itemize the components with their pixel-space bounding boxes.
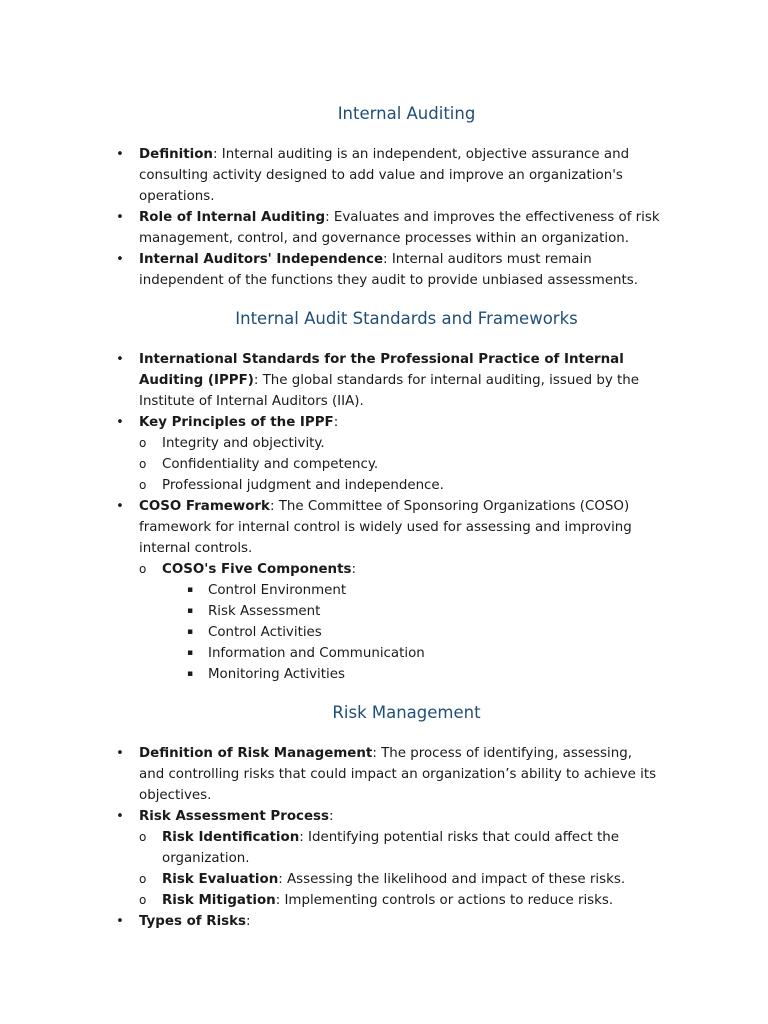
item-text: : Internal auditing is an independent, objective assurance and consulting activity designed to add value and improve an organization's operations. bbox=[139, 147, 630, 204]
component-item bbox=[115, 643, 660, 664]
item-label: Definition of Risk Management bbox=[139, 746, 373, 761]
sub-list-item bbox=[115, 869, 660, 890]
sub-list-item bbox=[115, 559, 660, 685]
component-text: Information and Communication bbox=[208, 646, 425, 661]
item-text: : bbox=[333, 415, 339, 430]
section-title-standards-frameworks: Internal Audit Standards and Frameworks bbox=[235, 309, 578, 328]
item-label: Risk Assessment Process bbox=[139, 809, 329, 824]
square-bullet-icon: ▪ bbox=[187, 669, 194, 679]
list-item bbox=[115, 144, 660, 207]
sub-list-item bbox=[115, 454, 660, 475]
item-label: Internal Auditors' Independence bbox=[139, 252, 384, 267]
risk-management-list bbox=[115, 743, 660, 932]
circle-bullet-icon: o bbox=[139, 562, 147, 576]
item-label: Key Principles of the IPPF bbox=[139, 415, 334, 430]
component-text: Monitoring Activities bbox=[208, 667, 345, 682]
sub-item-text: : Implementing controls or actions to reduce risks. bbox=[275, 893, 614, 908]
item-text: : bbox=[246, 914, 251, 929]
sub-list-item bbox=[115, 827, 660, 869]
list-item bbox=[115, 911, 660, 932]
sub-item-text: Integrity and objectivity. bbox=[162, 436, 325, 451]
component-item bbox=[115, 580, 660, 601]
square-bullet-icon: ▪ bbox=[187, 606, 194, 616]
square-bullet-icon: ▪ bbox=[187, 648, 194, 658]
standards-list bbox=[115, 349, 660, 685]
circle-bullet-icon: o bbox=[139, 830, 147, 844]
section-title-risk-management: Risk Management bbox=[332, 703, 481, 722]
item-text: : The Committee of Sponsoring Organizations (COSO) framework for internal control is widely used for assessing and improving internal controls. bbox=[139, 499, 632, 556]
sub-list-item bbox=[115, 433, 660, 454]
sub-item-text: : Assessing the likelihood and impact of these risks. bbox=[278, 872, 626, 887]
circle-bullet-icon: o bbox=[139, 478, 147, 492]
sub-item-label: Risk Mitigation bbox=[162, 893, 276, 908]
list-item bbox=[115, 412, 660, 496]
ippf-principles-list bbox=[115, 433, 660, 496]
list-item bbox=[115, 207, 660, 249]
section-title-internal-auditing: Internal Auditing bbox=[337, 104, 476, 123]
sub-item-label: Risk Identification bbox=[162, 830, 300, 845]
bullet-icon: • bbox=[116, 415, 124, 430]
bullet-icon: • bbox=[116, 147, 124, 162]
coso-components-list bbox=[115, 580, 660, 685]
item-label: COSO Framework bbox=[139, 499, 270, 514]
component-item bbox=[115, 664, 660, 685]
bullet-icon: • bbox=[116, 914, 124, 929]
item-text: : Evaluates and improves the effectiveness of risk management, control, and governance processes within an organization. bbox=[139, 210, 660, 246]
sub-item-text: Confidentiality and competency. bbox=[162, 457, 379, 472]
list-item bbox=[115, 743, 660, 806]
list-item bbox=[115, 806, 660, 911]
item-text: : The process of identifying, assessing, and controlling risks that could impact an organization’s ability to achieve its objectives. bbox=[139, 746, 657, 803]
component-text: Risk Assessment bbox=[208, 604, 321, 619]
component-item bbox=[115, 601, 660, 622]
sub-item-label: COSO's Five Components bbox=[162, 562, 352, 577]
bullet-icon: • bbox=[116, 809, 124, 824]
component-text: Control Activities bbox=[208, 625, 322, 640]
bullet-icon: • bbox=[116, 352, 124, 367]
item-text: : bbox=[328, 809, 334, 824]
bullet-icon: • bbox=[116, 210, 124, 225]
sub-item-text: : Identifying potential risks that could affect the organization. bbox=[162, 830, 620, 866]
item-text: : The global standards for internal auditing, issued by the Institute of Internal Auditors (IIA). bbox=[139, 373, 639, 409]
sub-list-item bbox=[115, 890, 660, 911]
bullet-icon: • bbox=[116, 499, 124, 514]
coso-sub-list bbox=[115, 559, 660, 685]
sub-list-item bbox=[115, 475, 660, 496]
list-item bbox=[115, 249, 660, 291]
item-label: Types of Risks bbox=[139, 914, 247, 929]
bullet-icon: • bbox=[116, 252, 124, 267]
bullet-icon: • bbox=[116, 746, 124, 761]
item-label: International Standards for the Professional Practice of Internal Auditing (IPPF) bbox=[139, 352, 624, 388]
sub-item-text: : bbox=[351, 562, 356, 577]
internal-auditing-list bbox=[115, 144, 660, 291]
circle-bullet-icon: o bbox=[139, 457, 147, 471]
square-bullet-icon: ▪ bbox=[187, 585, 194, 595]
item-text: : Internal auditors must remain independent of the functions they audit to provide unbiased assessments. bbox=[139, 252, 639, 288]
circle-bullet-icon: o bbox=[139, 436, 147, 450]
circle-bullet-icon: o bbox=[139, 893, 147, 907]
circle-bullet-icon: o bbox=[139, 872, 147, 886]
sub-item-text: Professional judgment and independence. bbox=[162, 478, 444, 493]
square-bullet-icon: ▪ bbox=[187, 627, 194, 637]
list-item bbox=[115, 496, 660, 685]
list-item bbox=[115, 349, 660, 412]
item-label: Definition bbox=[139, 147, 213, 162]
component-text: Control Environment bbox=[208, 583, 347, 598]
component-item bbox=[115, 622, 660, 643]
risk-process-list bbox=[115, 827, 660, 911]
item-label: Role of Internal Auditing bbox=[139, 210, 326, 225]
sub-item-label: Risk Evaluation bbox=[162, 872, 279, 887]
